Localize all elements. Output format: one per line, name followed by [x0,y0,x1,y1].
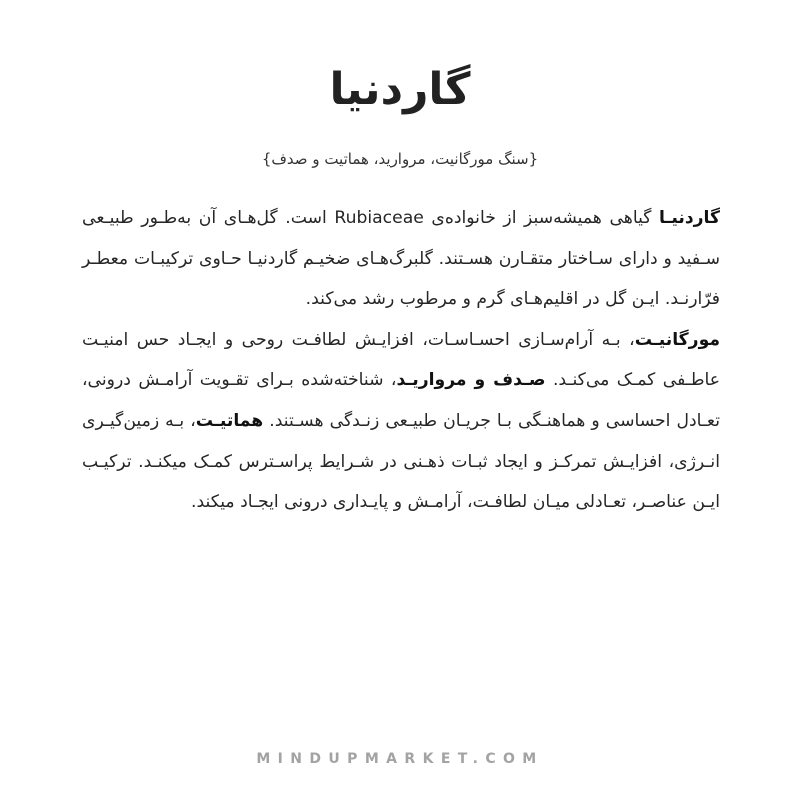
term-gardenia: گاردنیـا [659,208,720,228]
paragraph-gardenia [82,198,720,320]
term-hematite: هماتیـت [195,410,264,431]
term-morganite: مورگانیـت [634,329,720,350]
term-shell-pearl: صـدف و مرواریـد [396,370,546,391]
article-body [82,198,720,523]
paragraph-stones [82,320,720,523]
paragraph-gardenia-text: گیاهی همیشه‌سبز از خانواده‌ی Rubiaceae است. گل‌هـای آن به‌طـور طبیـعی سـفید و دارای سـاختار متقـارن هسـتند. گلبرگ‌هـای ضخیـم گاردنیـا حـاوی ترکیبـات معطـر فرّارنـد. ایـن گل در اقلیم‌هـای گرم و مرطوب رشد می‌کند. [82,208,720,310]
shell-pearl-text: ، شناخته‌شده بـرای تقـویت آرامـش درونی، تعـادل احساسی و هماهنـگی بـا جریـان طبیـعی زنـدگی هسـتند. [82,370,720,431]
morganite-text: ، بـه آرام‌سـازی احسـاسـات، افزایـش لطافـت روحی و ایجـاد حس امنیـت عاطـفی کمـک می‌کنـد. [82,329,720,391]
page-title: گاردنیا [329,64,471,115]
page-subtitle: {سنگ مورگانیت، مروارید، هماتیت و صدف} [261,150,539,168]
hematite-text: ، بـه زمین‌گیـری انـرژی، افزایـش تمرکـز و ایجاد ثبـات ذهـنی در شـرایط پراسـترس کمـک میکنـد. ترکیـب ایـن عناصـر، تعـادلی میـان لطافـت، آرامـش و پایـداری درونی ایجـاد میکند. [82,410,720,513]
footer-website: MINDUPMARKET.COM [256,751,544,767]
